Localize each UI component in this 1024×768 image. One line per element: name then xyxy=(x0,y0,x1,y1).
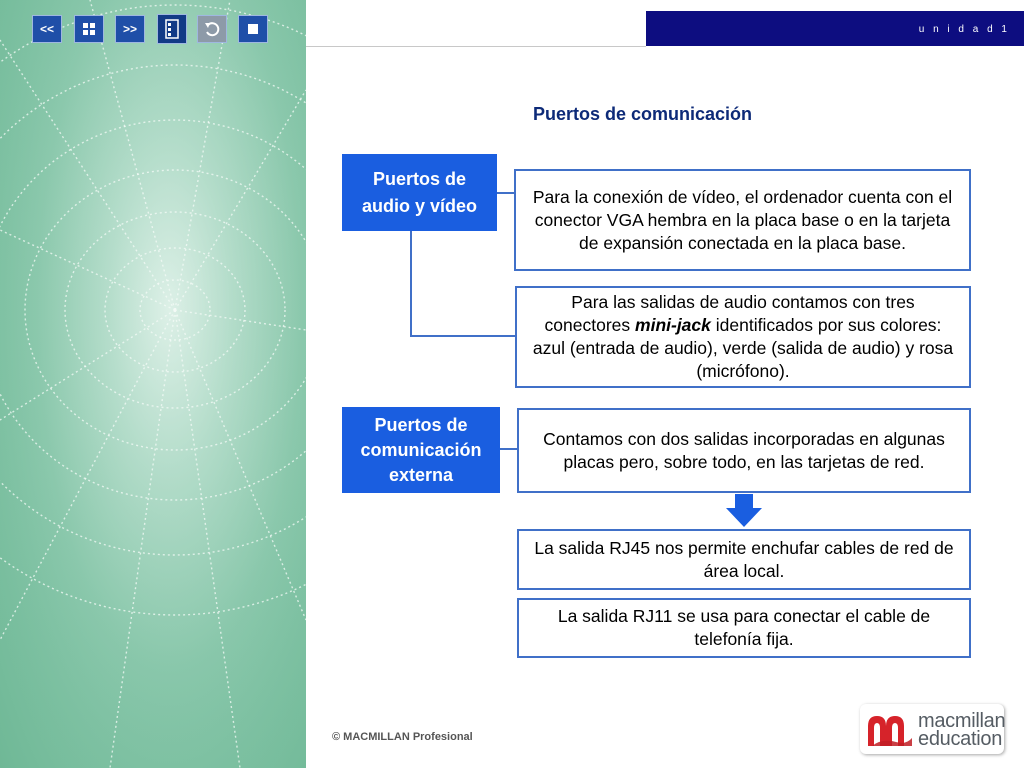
undo-button[interactable] xyxy=(197,15,227,43)
category-external xyxy=(342,407,500,493)
previous-label: << xyxy=(39,22,54,36)
audio-description-text xyxy=(527,291,959,383)
rj11-description xyxy=(517,598,971,658)
spider-web-image xyxy=(0,0,306,768)
external-description-text: Contamos con dos salidas incorporadas en algunas placas pero, sobre todo, en las tarjetas de red. xyxy=(543,428,945,472)
logo-word-education: education xyxy=(918,728,1003,750)
mini-jack-term: mini-jack xyxy=(635,315,711,335)
category-audio-video-label: Puertos de audio y vídeo xyxy=(361,168,478,216)
connector-line xyxy=(410,335,516,337)
video-description xyxy=(514,169,971,271)
index-button[interactable] xyxy=(74,15,104,43)
spider-web-background xyxy=(0,0,306,768)
rj11-description-text: La salida RJ11 se usa para conectar el cable de telefonía fija. xyxy=(557,606,931,649)
connector-line xyxy=(500,448,518,450)
audio-description xyxy=(515,286,971,388)
next-label: >> xyxy=(122,22,137,36)
macmillan-mark-icon xyxy=(866,712,914,748)
next-button[interactable] xyxy=(115,15,145,43)
title-bar xyxy=(306,11,646,47)
video-description-text: Para la conexión de vídeo, el ordenador cuenta con el conector VGA hembra en la placa base o en la tarjeta de expansión conectada en la placa base. xyxy=(532,186,953,253)
media-button[interactable] xyxy=(157,14,187,44)
category-external-label: Puertos de comunicación externa xyxy=(360,414,482,485)
connector-line xyxy=(497,192,515,194)
film-icon xyxy=(165,19,179,39)
previous-button[interactable] xyxy=(32,15,62,43)
logo-word-macmillan: macmillan xyxy=(918,710,1006,732)
grid-icon xyxy=(81,21,97,37)
macmillan-logo xyxy=(860,704,1004,754)
external-description xyxy=(517,408,971,493)
rj45-description-text: La salida RJ45 nos permite enchufar cables de red de área local. xyxy=(534,537,954,581)
unit-label: u n i d a d 1 xyxy=(918,24,1010,35)
undo-icon xyxy=(203,20,221,38)
unit-bar xyxy=(646,11,1024,46)
stop-icon xyxy=(246,22,260,36)
rj45-description xyxy=(517,529,971,590)
audio-text-part: identificados por sus colores: azul (entrada de audio), verde (salida de audio) y rosa (micrófono). xyxy=(532,315,954,381)
stop-button[interactable] xyxy=(238,15,268,43)
category-audio-video xyxy=(342,154,497,231)
connector-line xyxy=(410,231,412,337)
down-arrow-icon xyxy=(724,494,764,528)
copyright-footer: © MACMILLAN Profesional xyxy=(332,731,473,743)
audio-text-part: Para las salidas de audio contamos con tres conectores xyxy=(544,292,915,335)
page-title: Puertos de comunicación xyxy=(533,104,753,124)
